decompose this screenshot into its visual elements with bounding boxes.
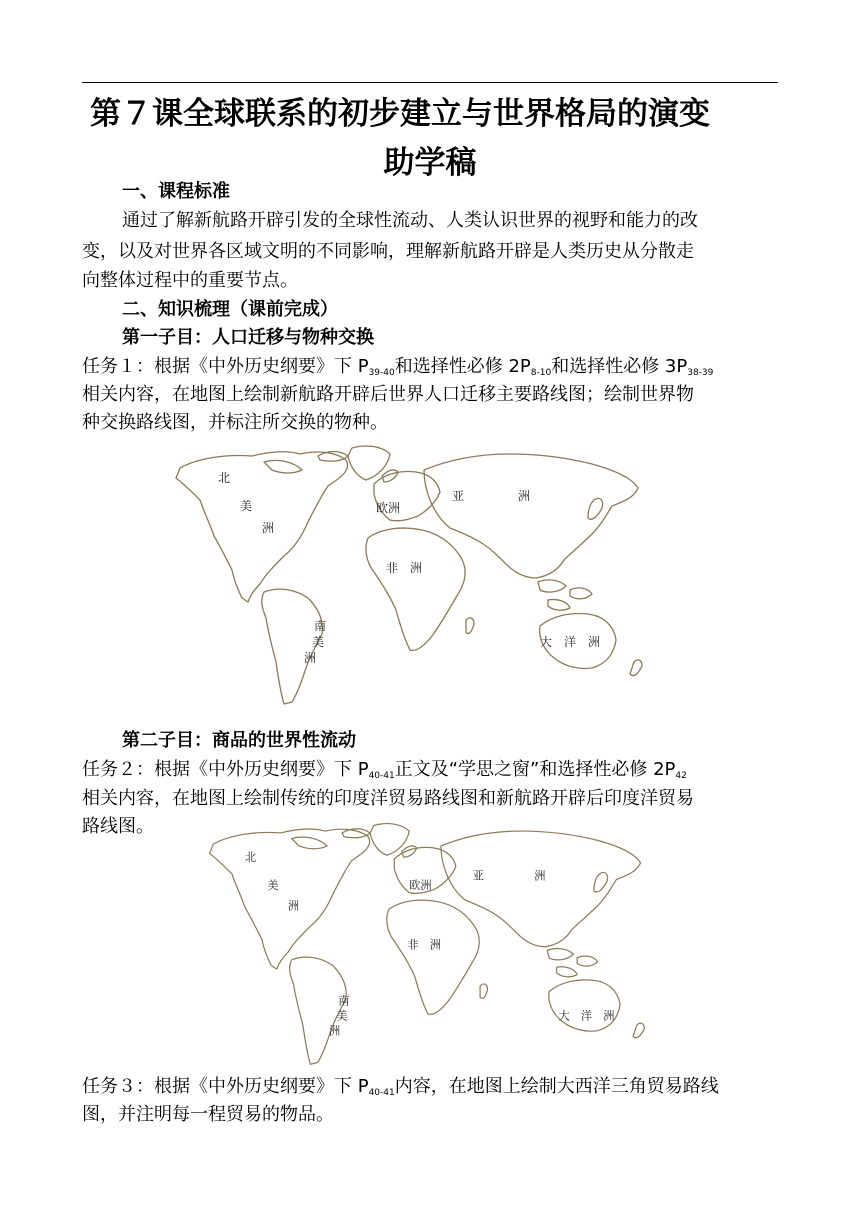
subsection2-heading: 第二子目：商品的世界性流动 bbox=[122, 730, 356, 751]
section2-heading: 二、知识梳理（课前完成） bbox=[122, 299, 338, 320]
label-na-2: 美 bbox=[240, 499, 253, 513]
task1-line1: 任务１：根据《中外历史纲要》下 $P_{39-40}$和选择性必修 $2P_{8-10}$和选择性必修 $3P_{38-39}$ bbox=[82, 356, 714, 378]
world-map-1 bbox=[168, 440, 648, 708]
africa-outline bbox=[366, 528, 465, 650]
label-africa: 非 洲 bbox=[386, 561, 423, 575]
header-rule bbox=[82, 82, 778, 83]
page-title: 第７课全球联系的初步建立与世界格局的演变 bbox=[90, 96, 710, 132]
label-europe: 欧洲 bbox=[376, 501, 401, 515]
section1-body-line3: 向整体过程中的重要节点。 bbox=[82, 270, 298, 291]
label-na-1: 北 bbox=[245, 850, 257, 864]
label-africa: 非 洲 bbox=[407, 938, 441, 952]
label-europe: 欧洲 bbox=[409, 878, 432, 892]
label-asia-2: 洲 bbox=[534, 869, 546, 883]
label-sa-1: 南 bbox=[338, 994, 350, 1008]
asia-outline bbox=[424, 454, 638, 578]
label-sa-2: 美 bbox=[312, 635, 325, 649]
page-subtitle: 助学稿 bbox=[383, 145, 477, 181]
section1-body-line1: 通过了解新航路开辟引发的全球性流动、人类认识世界的视野和能力的改 bbox=[122, 210, 698, 231]
task2-line3: 路线图。 bbox=[82, 816, 154, 837]
section1-body-line2: 变，以及对世界各区域文明的不同影响，理解新航路开辟是人类历史从分散走 bbox=[82, 241, 694, 262]
asia-outline bbox=[441, 831, 641, 947]
task3-line2: 图，并注明每一程贸易的物品。 bbox=[82, 1104, 334, 1125]
label-na-1: 北 bbox=[218, 471, 231, 485]
subsection1-heading: 第一子目：人口迁移与物种交换 bbox=[122, 327, 374, 348]
world-map-2 bbox=[186, 818, 666, 1068]
label-na-2: 美 bbox=[267, 878, 279, 892]
label-sa-1: 南 bbox=[314, 619, 327, 633]
label-sa-2: 美 bbox=[336, 1009, 348, 1023]
label-asia-2: 洲 bbox=[518, 489, 531, 503]
label-oceania: 大 洋 洲 bbox=[558, 1009, 615, 1023]
label-na-3: 洲 bbox=[262, 521, 275, 535]
label-na-3: 洲 bbox=[287, 899, 300, 913]
africa-outline bbox=[387, 900, 479, 1014]
task1-line2: 相关内容，在地图上绘制新航路开辟后世界人口迁移主要路线图；绘制世界物 bbox=[82, 384, 694, 405]
label-asia-1: 亚 bbox=[452, 489, 465, 503]
task3-line1: 任务３：根据《中外历史纲要》下 $P_{40-41}$内容，在地图上绘制大西洋三角贸易路线 bbox=[82, 1076, 719, 1098]
section1-heading: 一、课程标准 bbox=[122, 181, 230, 202]
task2-line1: 任务２：根据《中外历史纲要》下 $P_{40-41}$正文及“学思之窗”和选择性必修 $2P_{42}$ bbox=[82, 759, 687, 781]
task1-line3: 种交换路线图，并标注所交换的物种。 bbox=[82, 412, 388, 433]
label-sa-3: 洲 bbox=[304, 651, 317, 665]
task2-line2: 相关内容，在地图上绘制传统的印度洋贸易路线图和新航路开辟后印度洋贸易 bbox=[82, 788, 694, 809]
australia-outline bbox=[549, 980, 620, 1031]
label-asia-1: 亚 bbox=[472, 869, 484, 883]
label-oceania: 大 洋 洲 bbox=[540, 635, 601, 649]
label-sa-3: 洲 bbox=[328, 1024, 341, 1038]
